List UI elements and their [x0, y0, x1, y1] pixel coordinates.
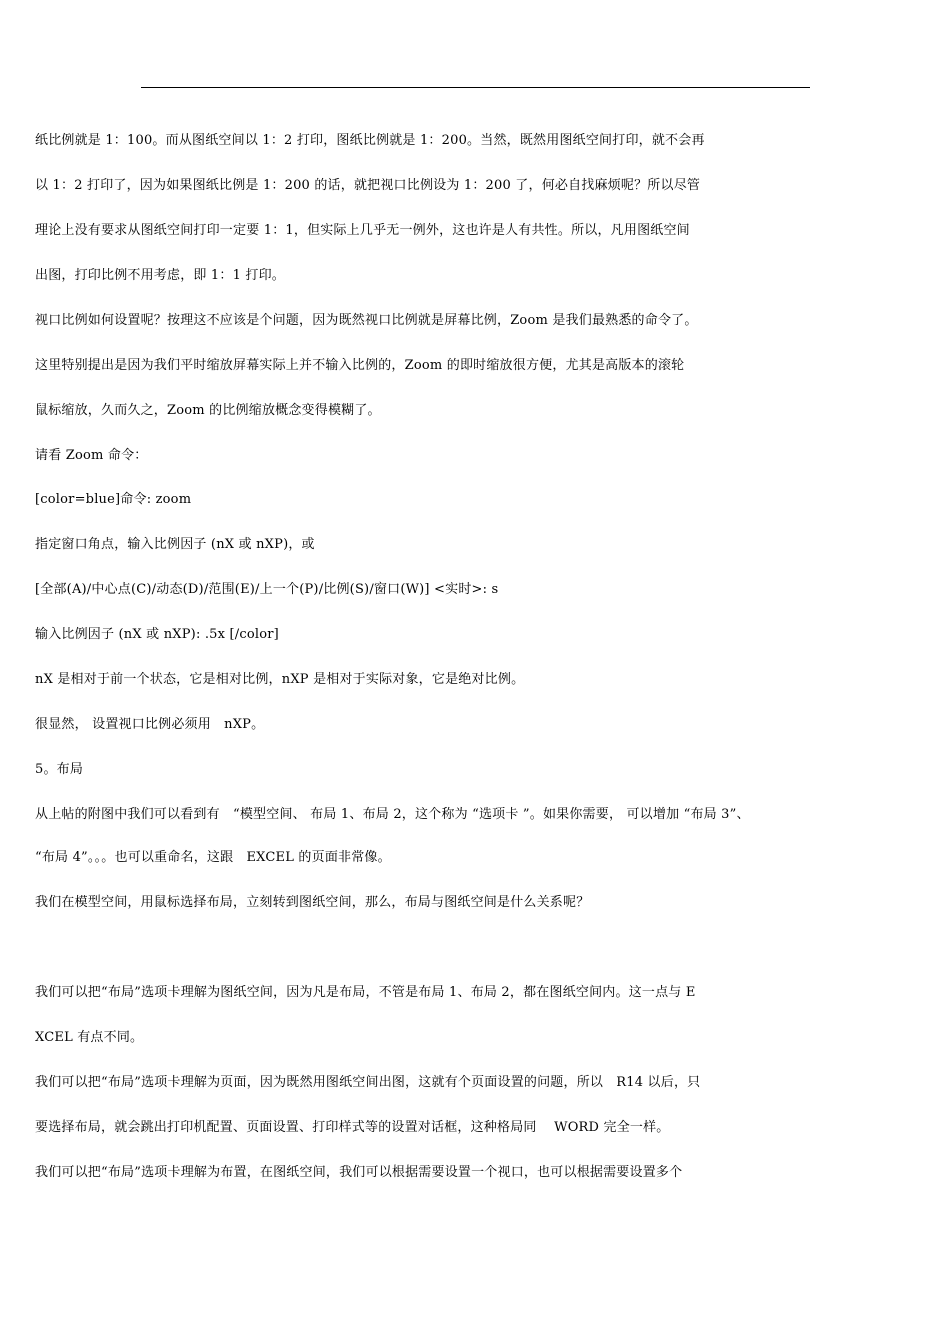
text-line: 出图，打印比例不用考虑，即 1：1 打印。 — [35, 268, 286, 283]
text-line: 请看 Zoom 命令： — [35, 448, 148, 463]
text-line: nX 是相对于前一个状态，它是相对比例，nXP 是相对于实际对象，它是绝对比例。 — [35, 672, 525, 687]
text-line: [color=blue]命令: zoom — [35, 492, 192, 507]
text-line: 要选择布局，就会跳出打印机配置、页面设置、打印样式等的设置对话框，这种格局同 WORD 完全一样。 — [35, 1120, 670, 1135]
text-line: 输入比例因子 (nX 或 nXP): .5x [/color] — [35, 627, 279, 642]
text-line: 理论上没有要求从图纸空间打印一定要 1：1，但实际上几乎无一例外，这也许是人有共性。所以，凡用图纸空间 — [35, 223, 690, 238]
text-line: 很显然， 设置视口比例必须用 nXP。 — [35, 717, 265, 732]
text-line: 以 1：2 打印了，因为如果图纸比例是 1：200 的话，就把视口比例设为 1：200 了，何必自找麻烦呢？所以尽管 — [35, 178, 701, 193]
text-line: 鼠标缩放，久而久之，Zoom 的比例缩放概念变得模糊了。 — [35, 403, 381, 418]
section-heading: 5。布局 — [35, 762, 84, 777]
text-line: [全部(A)/中心点(C)/动态(D)/范围(E)/上一个(P)/比例(S)/窗口(W)] <实时>: s — [35, 582, 499, 597]
text-line: 从上帖的附图中我们可以看到有 “模型空间、 布局 1、布局 2，这个称为 “选项卡 ”。如果你需要， 可以增加 “布局 3”、 — [35, 807, 750, 822]
text-line: 我们可以把“布局”选项卡理解为页面，因为既然用图纸空间出图，这就有个页面设置的问题，所以 R14 以后，只 — [35, 1075, 701, 1090]
text-line: 这里特别提出是因为我们平时缩放屏幕实际上并不输入比例的，Zoom 的即时缩放很方便，尤其是高版本的滚轮 — [35, 358, 685, 373]
text-line: “布局 4”。。。也可以重命名，这跟 EXCEL 的页面非常像。 — [35, 850, 391, 865]
text-line: XCEL 有点不同。 — [35, 1030, 144, 1045]
text-line: 纸比例就是 1：100。而从图纸空间以 1：2 打印，图纸比例就是 1：200。当然，既然用图纸空间打印，就不会再 — [35, 133, 705, 148]
text-line: 我们可以把“布局”选项卡理解为布置，在图纸空间，我们可以根据需要设置一个视口，也可以根据需要设置多个 — [35, 1165, 683, 1180]
text-line: 我们可以把“布局”选项卡理解为图纸空间，因为凡是布局，不管是布局 1、布局 2，都在图纸空间内。这一点与 E — [35, 985, 696, 1000]
text-line: 指定窗口角点，输入比例因子 (nX 或 nXP)，或 — [35, 537, 315, 552]
text-line: 我们在模型空间，用鼠标选择布局，立刻转到图纸空间，那么，布局与图纸空间是什么关系呢？ — [35, 895, 590, 910]
header-rule — [141, 87, 810, 88]
text-line: 视口比例如何设置呢？按理这不应该是个问题，因为既然视口比例就是屏幕比例，Zoom 是我们最熟悉的命令了。 — [35, 313, 698, 328]
